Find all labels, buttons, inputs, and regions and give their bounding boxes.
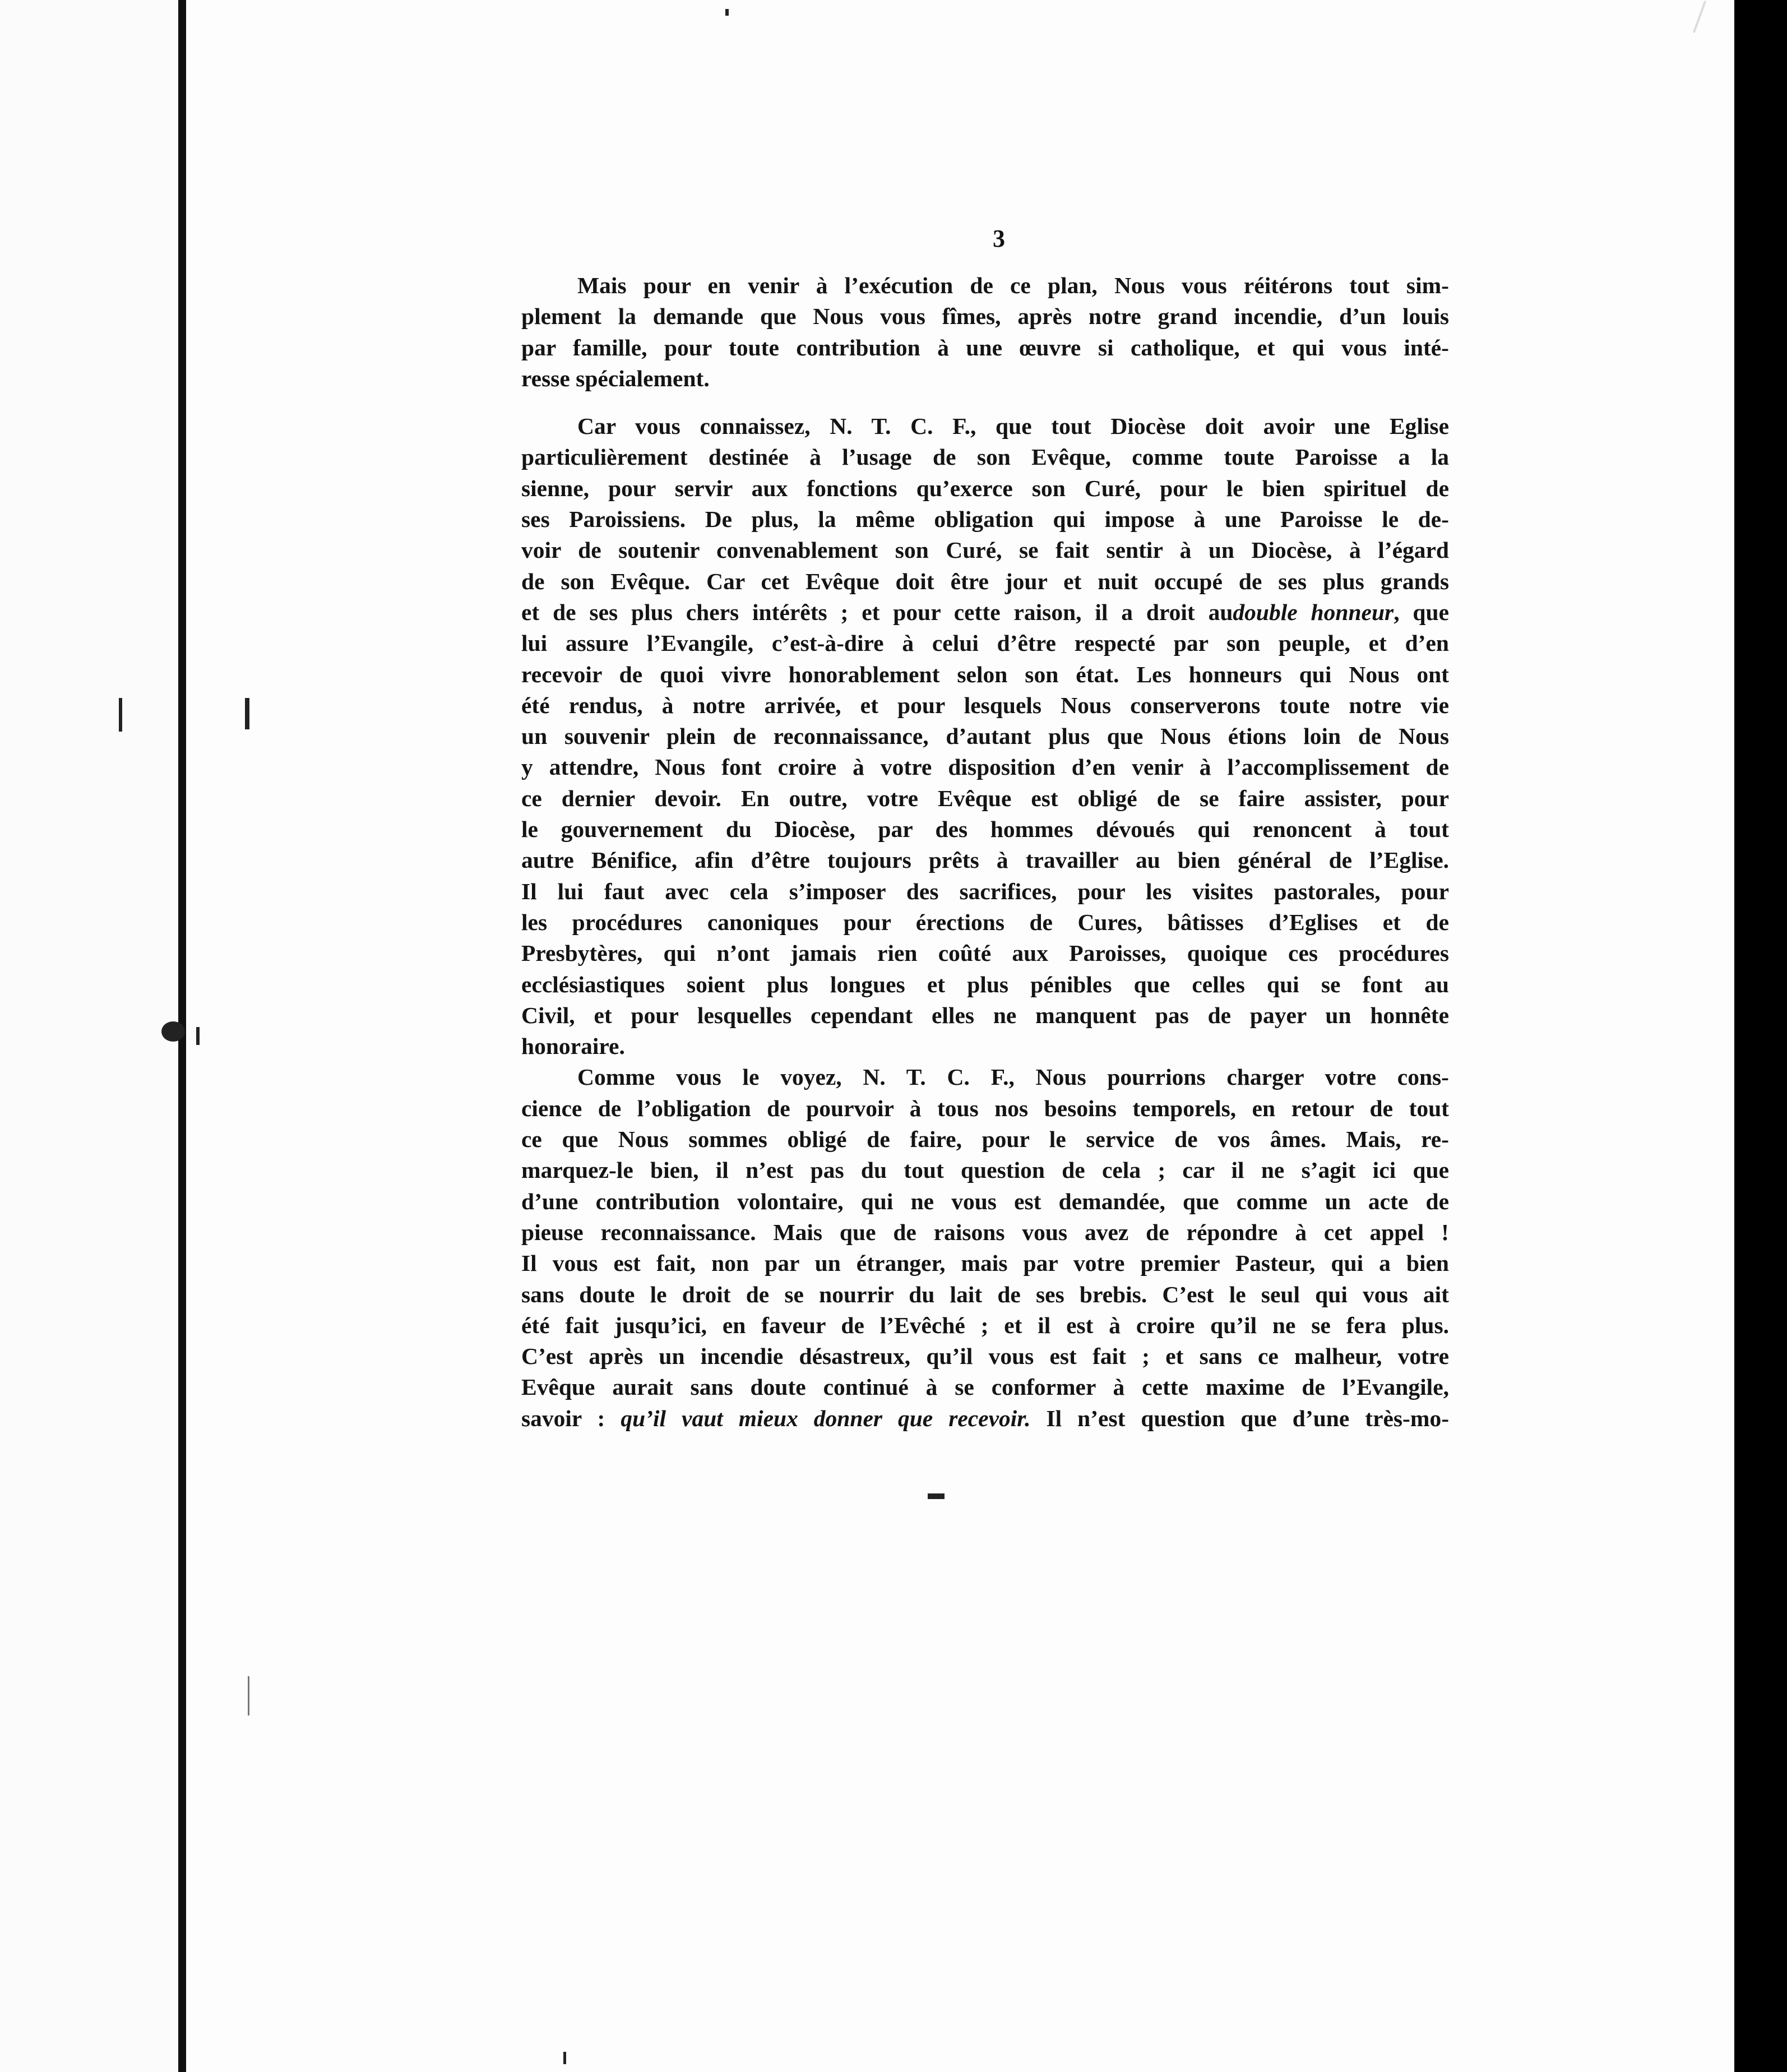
text-line-with-emphasis [521,597,1449,628]
text-line: marquez-le bien, il n’est pas du tout question de cela ; car il ne s’agit ici que [521,1157,1449,1183]
text-line: un souvenir plein de reconnaissance, d’autant plus que Nous étions loin de Nous [521,723,1449,750]
text-line: été fait jusqu’ici, en faveur de l’Evêché ; et il est à croire qu’il ne se fera plus. [521,1312,1449,1338]
text-line: d’une contribution volontaire, qui ne vous est demandée, que comme un acte de [521,1188,1449,1214]
text-segment: savoir : [521,1405,605,1431]
margin-speck [725,9,729,16]
text-segment: et de ses plus chers intérêts ; et pour cette raison, il a droit au [521,599,1233,625]
text-line: ecclésiastiques soient plus longues et plus pénibles que celles qui se font au [521,971,1449,997]
text-line: Civil, et pour lesquelles cependant elles ne manquent pas de payer un honnête [521,1002,1449,1028]
text-line: Mais pour en venir à l’exécution de ce plan, Nous vous réitérons tout sim- [577,272,1449,298]
text-line: y attendre, Nous font croire à votre disposition d’en venir à l’accomplissement de [521,754,1449,780]
text-line: honoraire. [521,1033,625,1060]
right-scan-edge [1734,0,1787,2072]
left-page-margin [0,0,178,2072]
paragraph-gap [521,394,1449,411]
text-line: plement la demande que Nous vous fîmes, après notre grand incendie, d’un louis [521,303,1449,330]
text-line: Il lui faut avec cela s’imposer des sacrifices, pour les visites pastorales, pour [521,878,1449,904]
margin-speck [245,698,249,729]
emphasis-text: double honneur [1233,599,1394,625]
text-segment: , que [1394,599,1449,625]
text-line: ce que Nous sommes obligé de faire, pour le service de vos âmes. Mais, re- [521,1126,1449,1153]
text-line: sans doute le droit de se nourrir du lait de ses brebis. C’est le seul qui vous ait [521,1281,1449,1307]
text-line: de son Evêque. Car cet Evêque doit être jour et nuit occupé de ses plus grands [521,568,1449,594]
body-text [521,270,1449,1434]
text-line: particulièrement destinée à l’usage de son Evêque, comme toute Paroisse a la [521,444,1449,470]
text-line: recevoir de quoi vivre honorablement selon son état. Les honneurs qui Nous ont [521,661,1449,687]
text-line: été rendus, à notre arrivée, et pour lesquels Nous conserverons toute notre vie [521,692,1449,718]
text-line: par famille, pour toute contribution à une œuvre si catholique, et qui vous inté- [521,334,1449,360]
text-line: pieuse reconnaissance. Mais que de raisons vous avez de répondre à cet appel ! [521,1219,1449,1245]
text-line: ses Paroissiens. De plus, la même obligation qui impose à une Paroisse le de- [521,506,1449,533]
margin-speck [563,2052,566,2064]
text-line: le gouvernement du Diocèse, par des hommes dévoués qui renoncent à tout [521,816,1449,843]
margin-speck [161,1021,185,1042]
text-line: resse spécialement. [521,365,710,391]
text-line: ce dernier devoir. En outre, votre Evêque est obligé de se faire assister, pour [521,785,1449,811]
text-segment: Il n’est question que d’une très-mo- [1030,1405,1450,1431]
text-line: cience de l’obligation de pourvoir à tous nos besoins temporels, en retour de tout [521,1095,1449,1121]
text-line: C’est après un incendie désastreux, qu’il vous est fait ; et sans ce malheur, votre [521,1343,1449,1370]
text-line: Comme vous le voyez, N. T. C. F., Nous pourrions charger votre cons- [577,1064,1449,1090]
text-line: lui assure l’Evangile, c’est-à-dire à celui d’être respecté par son peuple, et d’en [521,630,1449,656]
page-number: 3 [993,225,1005,252]
margin-speck [119,698,122,732]
text-line: voir de soutenir convenablement son Curé, se fait sentir à un Diocèse, à l’égard [521,537,1449,563]
text-line: les procédures canoniques pour érections de Cures, bâtisses d’Eglises et de [521,909,1449,935]
margin-speck [248,1676,249,1715]
text-line: sienne, pour servir aux fonctions qu’exerce son Curé, pour le bien spirituel de [521,475,1449,501]
text-line: Presbytères, qui n’ont jamais rien coûté aux Paroisses, quoique ces procédures [521,940,1449,966]
text-line: Car vous connaissez, N. T. C. F., que tout Diocèse doit avoir une Eglise [577,413,1449,440]
margin-speck [928,1493,945,1499]
margin-speck [196,1027,200,1045]
emphasis-text: qu’il vaut mieux donner que recevoir. [621,1405,1031,1431]
text-line-with-emphasis [521,1403,1449,1434]
text-line: Evêque aurait sans doute continué à se conformer à cette maxime de l’Evangile, [521,1374,1449,1400]
text-line: autre Bénifice, afin d’être toujours prêts à travailler au bien général de l’Eglise. [521,847,1449,873]
text-line: Il vous est fait, non par un étranger, mais par votre premier Pasteur, qui a bien [521,1250,1449,1276]
